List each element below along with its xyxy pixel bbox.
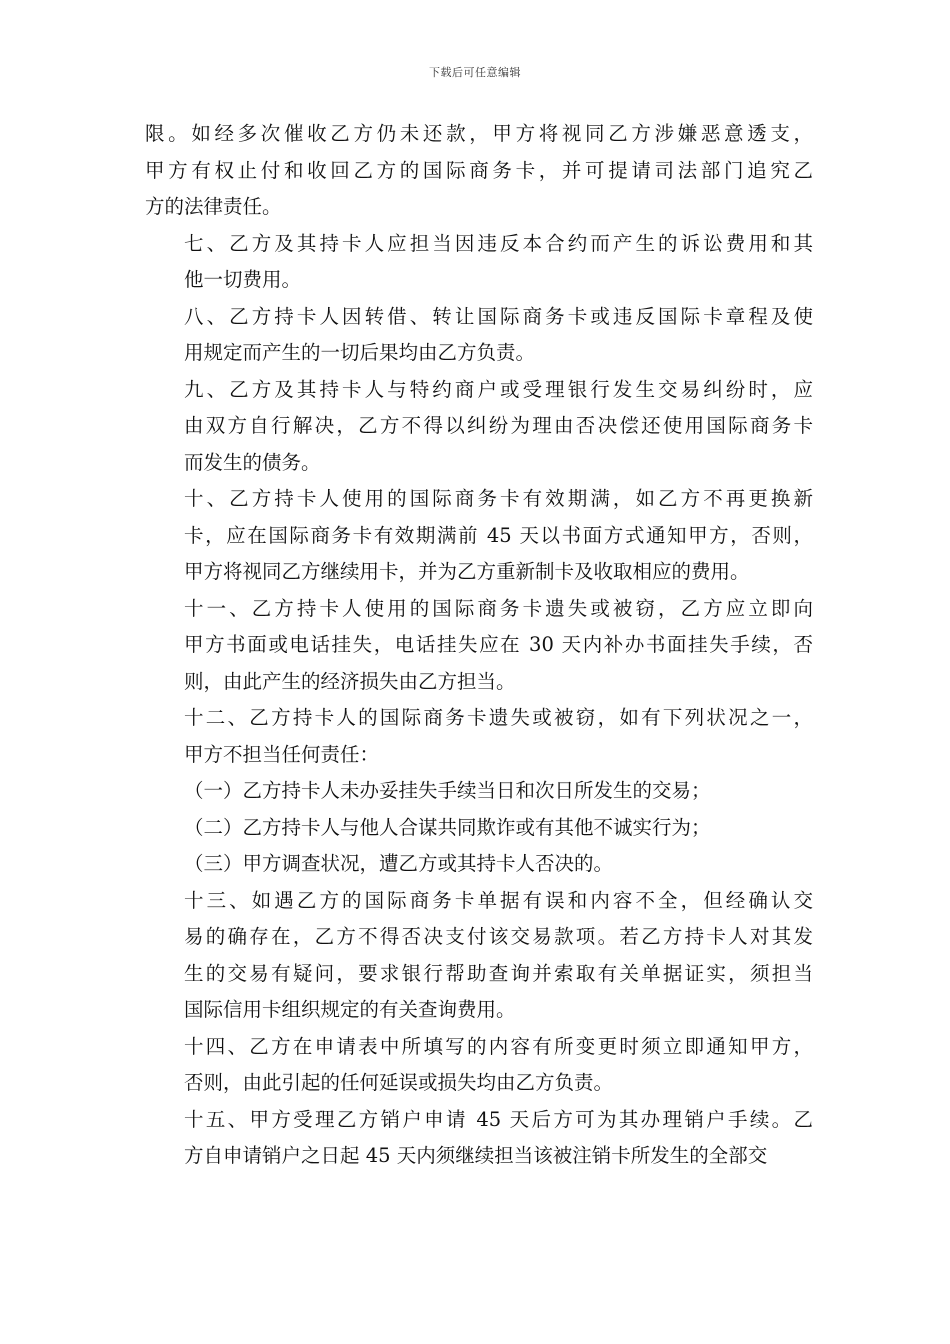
paragraph: [145, 116, 813, 226]
paragraph-line: 国际信用卡组织规定的有关查询费用。: [184, 998, 516, 1021]
paragraph-line: 七、乙方及其持卡人应担当因违反本合约而产生的诉讼费用和其: [184, 231, 813, 255]
paragraph-line: 方自申请销户之日起 45 天内须继续担当该被注销卡所发生的全部交: [184, 1144, 768, 1167]
page-header-note: 下载后可任意编辑: [429, 66, 521, 79]
paragraph-line: 十四、乙方在申请表中所填写的内容有所变更时须立即通知甲方，: [184, 1034, 813, 1058]
paragraph: [145, 226, 813, 299]
paragraph-line: 生的交易有疑问，要求银行帮助查询并索取有关单据证实，须担当: [184, 961, 813, 985]
paragraph-line: 否则，由此引起的任何延误或损失均由乙方负责。: [184, 1071, 614, 1094]
paragraph-line: （一）乙方持卡人未办妥挂失手续当日和次日所发生的交易；: [184, 779, 711, 802]
paragraph-line: 十五、甲方受理乙方销户申请 45 天后方可为其办理销户手续。乙: [184, 1107, 813, 1131]
paragraph-line: 限。如经多次催收乙方仍未还款，甲方将视同乙方涉嫌恶意透支，: [145, 122, 813, 145]
paragraph-line: 甲方将视同乙方继续用卡，并为乙方重新制卡及收取相应的费用。: [184, 560, 750, 583]
paragraph: [145, 299, 813, 372]
paragraph-line: 则，由此产生的经济损失由乙方担当。: [184, 669, 516, 693]
paragraph-line: 易的确存在，乙方不得否决支付该交易款项。若乙方持卡人对其发: [184, 925, 813, 948]
paragraph: [145, 1102, 813, 1175]
paragraph-line: 他一切费用。: [184, 268, 302, 291]
paragraph-line: 由双方自行解决，乙方不得以纠纷为理由否决偿还使用国际商务卡: [184, 414, 813, 437]
paragraph-line: 十一、乙方持卡人使用的国际商务卡遗失或被窃，乙方应立即向: [184, 596, 813, 620]
paragraph-line: （三）甲方调查状况，遭乙方或其持卡人否决的。: [184, 852, 614, 875]
paragraph-line: 而发生的债务。: [184, 450, 321, 474]
paragraph-line: 九、乙方及其持卡人与特约商户或受理银行发生交易纠纷时，应: [184, 377, 813, 401]
paragraph-line: 十三、如遇乙方的国际商务卡单据有误和内容不全，但经确认交: [184, 888, 813, 912]
paragraph-line: （二）乙方持卡人与他人合谋共同欺诈或有其他不诚实行为；: [184, 815, 711, 839]
paragraph-line: 甲方不担当任何责任：: [184, 742, 380, 766]
paragraph: [145, 372, 813, 482]
paragraph: [145, 883, 813, 1029]
paragraph: [145, 810, 813, 847]
paragraph-line: 卡，应在国际商务卡有效期满前 45 天以书面方式通知甲方，否则，: [184, 523, 813, 547]
paragraph: [145, 1029, 813, 1102]
paragraph-line: 甲方有权止付和收回乙方的国际商务卡，并可提请司法部门追究乙: [145, 158, 813, 182]
paragraph: [145, 591, 813, 701]
paragraph-line: 甲方书面或电话挂失，电话挂失应在 30 天内补办书面挂失手续，否: [184, 633, 813, 656]
document-body: [145, 116, 813, 1175]
paragraph: [145, 481, 813, 591]
paragraph-line: 十二、乙方持卡人的国际商务卡遗失或被窃，如有下列状况之一，: [184, 706, 813, 729]
paragraph-line: 方的法律责任。: [145, 195, 282, 218]
paragraph: [145, 700, 813, 773]
paragraph-line: 十、乙方持卡人使用的国际商务卡有效期满，如乙方不再更换新: [184, 487, 813, 510]
paragraph: [145, 773, 813, 810]
paragraph-line: 用规定而产生的一切后果均由乙方负责。: [184, 341, 536, 364]
paragraph: [145, 846, 813, 883]
paragraph-line: 八、乙方持卡人因转借、转让国际商务卡或违反国际卡章程及使: [184, 304, 813, 328]
